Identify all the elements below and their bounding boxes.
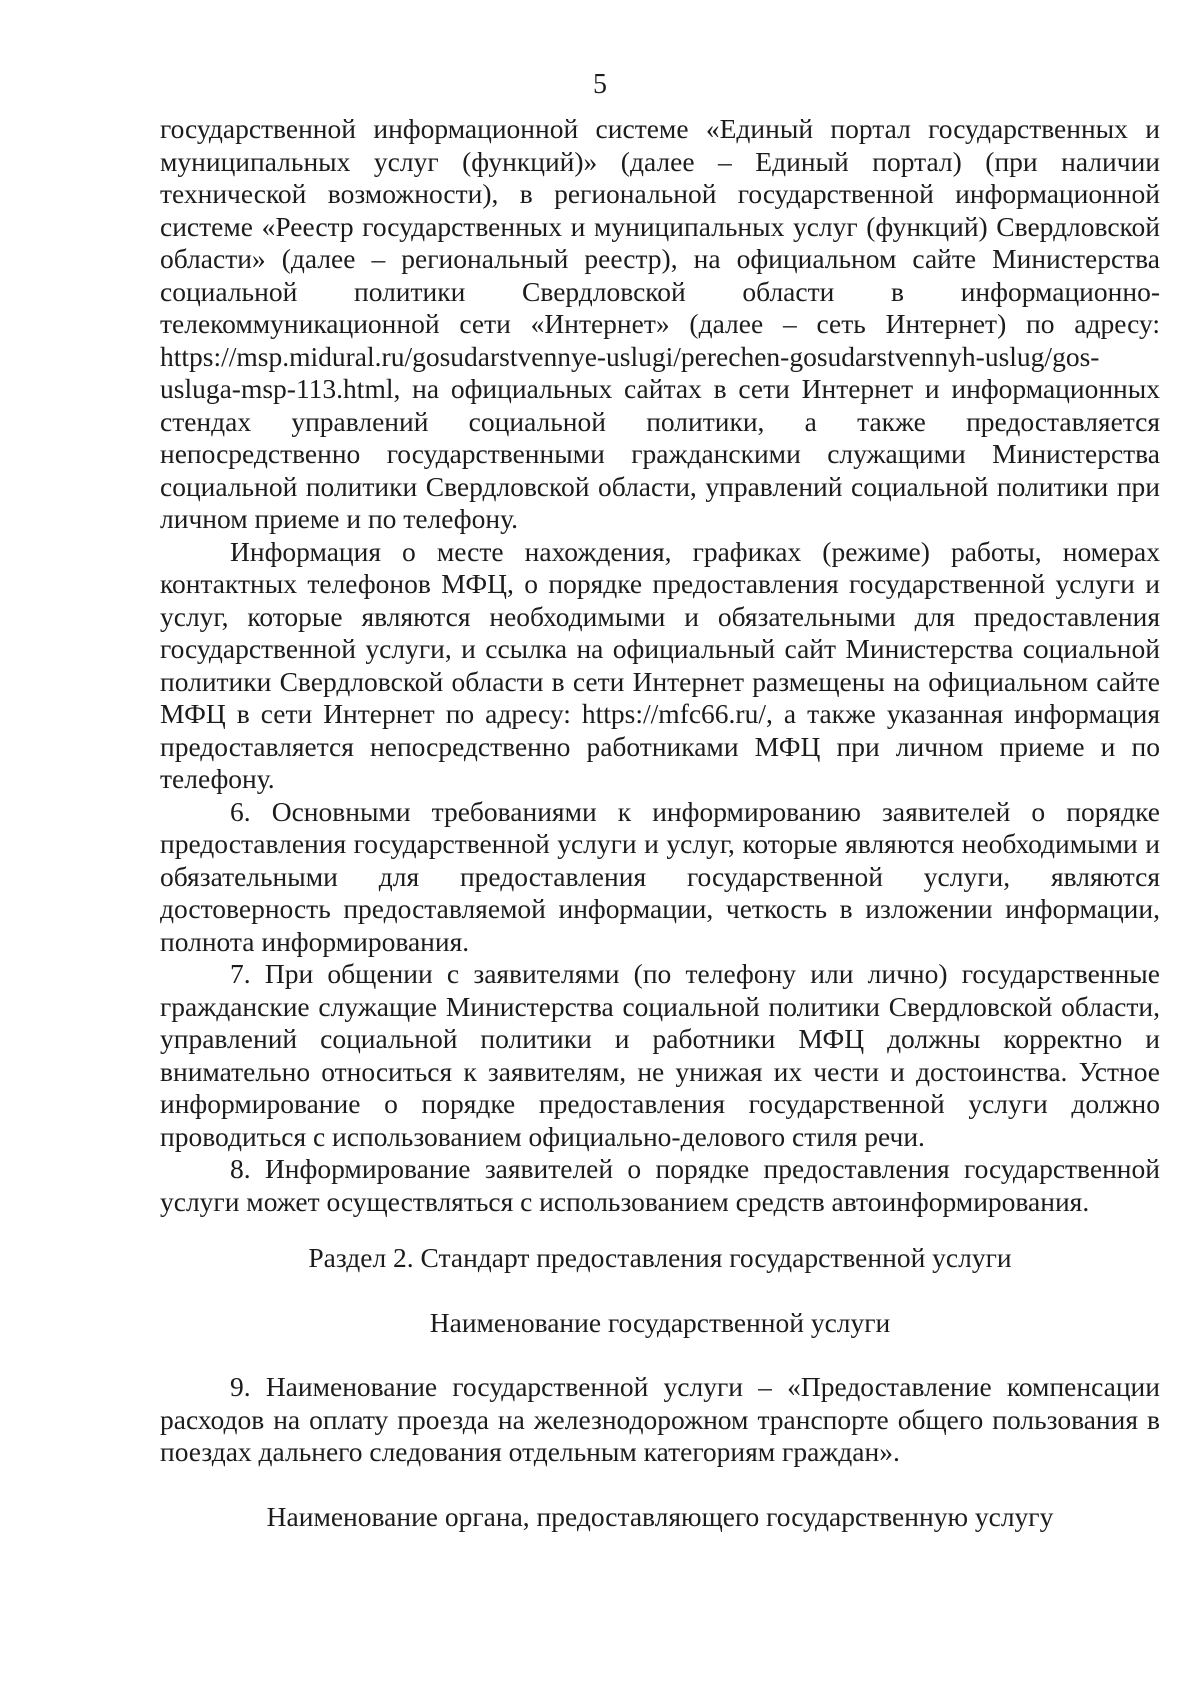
paragraph-item-8: 8. Информирование заявителей о порядке предоставления государственной услуги может осуществляться с использованием средств автоинформирования. — [160, 1153, 1160, 1217]
paragraph-mfc-info: Информация о месте нахождения, графиках (режиме) работы, номерах контактных телефонов МФЦ, о порядке предоставления государственной услуги и услуг, которые являются необходимыми и обязательными для предоставления государственной услуги, и ссылка на официальный сайт Министерства социальной политики Свердловской области в сети Интернет размещены на официальном сайте МФЦ в сети Интернет по адресу: https://mfc66.ru/, а также указанная информация предоставляется непосредственно работниками МФЦ при личном приеме и по телефону. — [160, 535, 1160, 794]
page-number: 5 — [593, 69, 607, 100]
paragraph-item-7: 7. При общении с заявителями (по телефону или лично) государственные гражданские служащие Министерства социальной политики Свердловской области, управлений социальной политики и работники МФЦ должны корректно и внимательно относиться к заявителям, не унижая их чести и достоинства. Устное информирование о порядке предоставления государственной услуги должно проводиться с использованием официально-делового стиля речи. — [160, 958, 1160, 1152]
section-2-heading: Раздел 2. Стандарт предоставления государственной услуги — [308, 1242, 1012, 1273]
paragraph-info-sources: государственной информационной системе «Единый портал государственных и муниципальных услуг (функций)» (далее – Единый портал) (при наличии технической возможности), в региональной государственной информационной системе «Реестр государственных и муниципальных услуг (функций) Свердловской области» (далее – региональный реестр), на официальном сайте Министерства социальной политики Свердловской области в информационно-телекоммуникационной сети «Интернет» (далее – сеть Интернет) по адресу: https://msp.midural.ru/gosudarstvennye-uslugi/perechen-gosudarstvennyh-uslug/gos-usluga-msp-113.html, на официальных сайтах в сети Интернет и информационных стендах управлений социальной политики, а также предоставляется непосредственно государственными гражданскими служащими Министерства социальной политики Свердловской области, управлений социальной политики при личном приеме и по телефону. — [160, 113, 1160, 534]
authority-name-heading: Наименование органа, предоставляющего государственную услугу — [266, 1500, 1054, 1532]
paragraph-item-6: 6. Основными требованиями к информированию заявителей о порядке предоставления государственной услуги и услуг, которые являются необходимыми и обязательными для предоставления государственной услуги, являются достоверность предоставляемой информации, четкость в изложении информации, полнота информирования. — [160, 795, 1160, 957]
paragraph-item-9: 9. Наименование государственной услуги – «Предоставление компенсации расходов на оплату проезда на железнодорожном транспорте общего пользования в поездах дальнего следования отдельным категориям граждан». — [160, 1371, 1160, 1467]
service-name-heading: Наименование государственной услуги — [429, 1306, 891, 1338]
document-body — [160, 113, 1160, 1533]
